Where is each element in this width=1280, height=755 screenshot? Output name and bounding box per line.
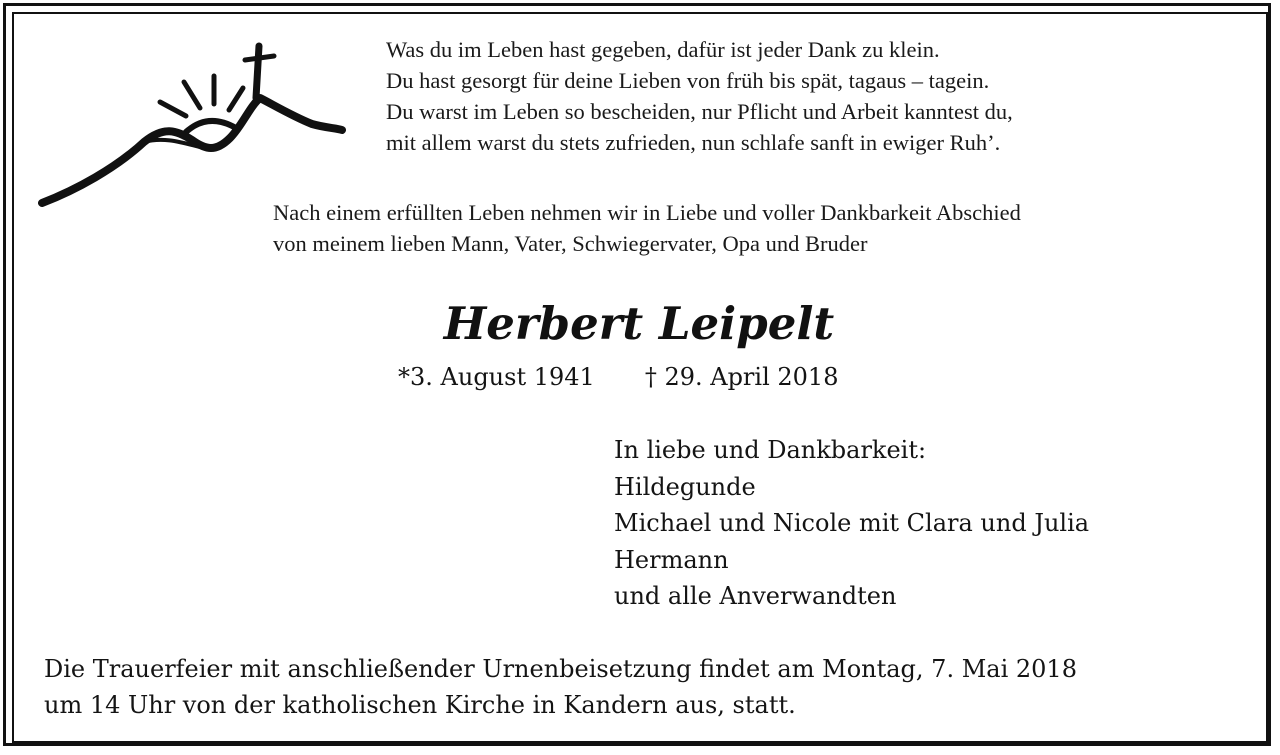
mourners-list [614,432,1089,615]
mountain-sun-cross-icon [36,40,348,210]
ceremony-line: um 14 Uhr von der katholischen Kirche in Kandern aus, statt. [44,691,796,719]
poem-line: mit allem warst du stets zufrieden, nun schlafe sanft in ewiger Ruh’. [386,130,1001,155]
mourner-entry: Hildegunde [614,472,756,501]
life-dates [398,360,838,394]
deceased-name: Herbert Leipelt [443,297,835,350]
mourner-entry: und alle Anverwandten [614,582,897,610]
poem [386,34,1013,158]
ceremony-notice [44,651,1077,723]
deceased-name-block [0,294,1280,354]
intro-line: Nach einem erfüllten Leben nehmen wir in Liebe und voller Dankbarkeit Abschied [273,200,1021,225]
poem-line: Du hast gesorgt für deine Lieben von früh bis spät, tagaus – tagein. [386,68,990,93]
mourner-entry: Michael und Nicole mit Clara und Julia [614,509,1090,537]
intro-text [273,197,1021,259]
ceremony-line: Die Trauerfeier mit anschließender Urnenbeisetzung findet am Montag, 7. Mai 2018 [44,655,1077,683]
poem-line: Du warst im Leben so bescheiden, nur Pflicht und Arbeit kanntest du, [386,99,1013,124]
mourners-heading: In liebe und Dankbarkeit: [614,436,927,464]
birth-date: *3. August 1941 [398,363,595,391]
death-date: † 29. April 2018 [644,363,839,391]
poem-line: Was du im Leben hast gegeben, dafür ist jeder Dank zu klein. [386,37,940,62]
mourner-entry: Hermann [614,545,729,574]
intro-line: von meinem lieben Mann, Vater, Schwiegervater, Opa und Bruder [273,231,868,256]
